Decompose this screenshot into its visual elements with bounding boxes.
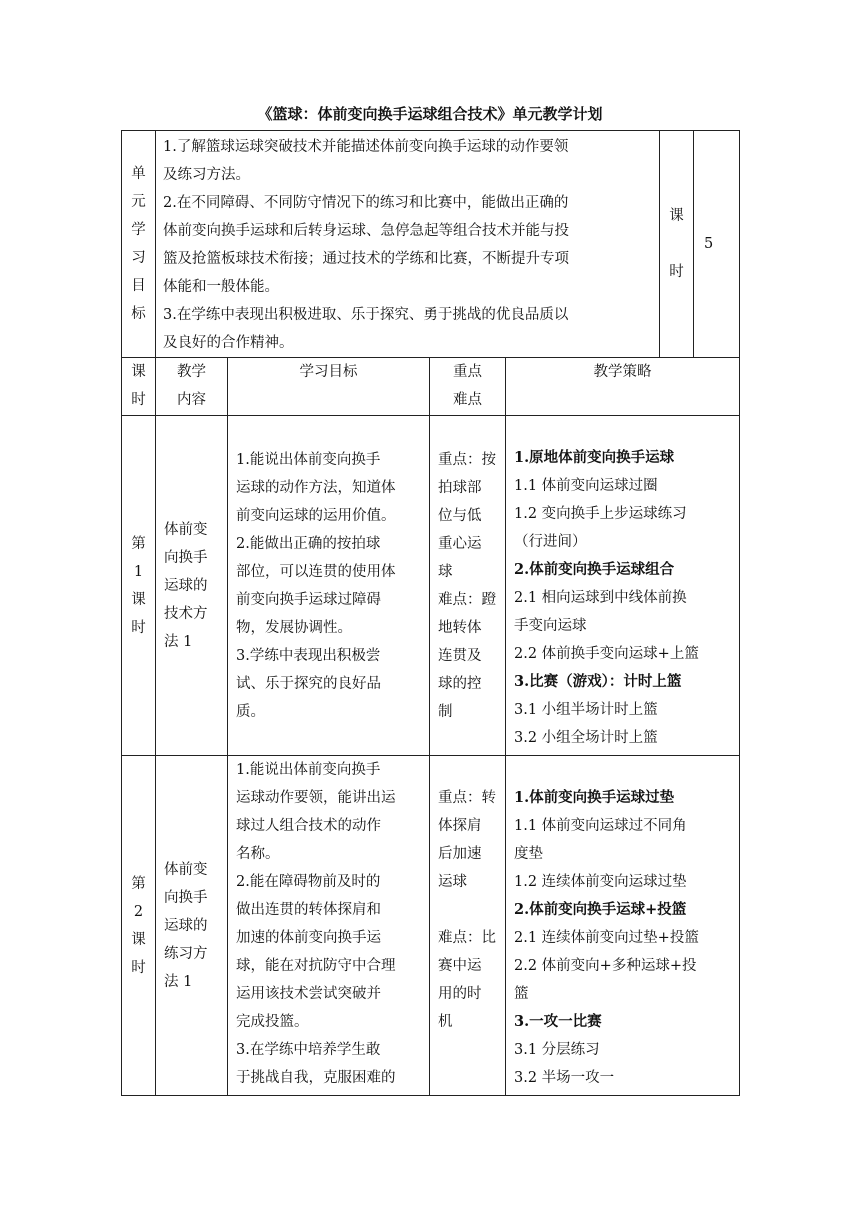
lesson-content: 体前变 向换手 运球的 技术方 法 1 [156, 416, 228, 756]
lesson-content: 体前变 向换手 运球的 练习方 法 1 [156, 756, 228, 1096]
document-title: 《篮球：体前变向换手运球组合技术》单元教学计划 [257, 105, 603, 123]
header-period: 课 时 [122, 358, 156, 416]
unit-goals-row [122, 131, 740, 358]
lesson-objectives: 1.能说出体前变向换手 运球动作要领，能讲出运 球过人组合技术的动作 名称。 2.能在障碍物前及时的 做出连贯的转体探肩和 加速的体前变向换手运 球，能在对抗防守中合理 运用该技术尝试突破并 完成投篮。 3.在学练中培养学生敢 于挑战自我，克服困难的 [228, 756, 430, 1096]
lesson-objectives: 1.能说出体前变向换手 运球的动作方法，知道体 前变向运球的运用价值。 2.能做出正确的按拍球 部位，可以连贯的使用体 前变向换手运球过障碍 物，发展协调性。 3.学练中表现出积极尝 试、乐于探究的良好品 质。 [228, 416, 430, 756]
lesson-row [122, 416, 740, 756]
header-content: 教学 内容 [156, 358, 228, 416]
unit-plan-table [121, 130, 740, 1096]
table-header-row [122, 358, 740, 416]
lesson-period: 第 1 课 时 [122, 416, 156, 756]
unit-hours-label: 课 时 [660, 131, 694, 358]
lesson-period: 第 2 课 时 [122, 756, 156, 1096]
unit-hours-value: 5 [694, 131, 740, 358]
unit-goals-text: 1.了解篮球运球突破技术并能描述体前变向换手运球的动作要领 及练习方法。 2.在不同障碍、不同防守情况下的练习和比赛中，能做出正确的 体前变向换手运球和后转身运球、急停急起等组合技术并能与投 篮及抢篮板球技术衔接；通过技术的学练和比赛，不断提升专项 体能和一般体能。 3.在学练中表现出积极进取、乐于探究、勇于挑战的优良品质以 及良好的合作精神。 [156, 131, 660, 358]
lesson-row [122, 756, 740, 1096]
unit-goals-label: 单 元 学 习 目 标 [122, 131, 156, 358]
lesson-keypoints: 重点：转 体探肩 后加速 运球 难点：比 赛中运 用的时 机 [430, 756, 506, 1096]
lesson-keypoints: 重点：按 拍球部 位与低 重心运 球 难点：蹬 地转体 连贯及 球的控 制 [430, 416, 506, 756]
header-keypoints: 重点 难点 [430, 358, 506, 416]
lesson-strategy: 1.原地体前变向换手运球 1.1 体前变向运球过圈 1.2 变向换手上步运球练习 （行进间） 2.体前变向换手运球组合 2.1 相向运球到中线体前换 手变向运球 2.2 体前换手变向运球+上篮 3.比赛（游戏）：计时上篮 3.1 小组半场计时上篮 3.2 小组全场计时上篮 [506, 416, 740, 756]
lesson-strategy: 1.体前变向换手运球过垫 1.1 体前变向运球过不同角 度垫 1.2 连续体前变向运球过垫 2.体前变向换手运球+投篮 2.1 连续体前变向过垫+投篮 2.2 体前变向+多种运球+投 篮 3.一攻一比赛 3.1 分层练习 3.2 半场一攻一 [506, 756, 740, 1096]
header-objectives: 学习目标 [228, 358, 430, 416]
header-strategy: 教学策略 [506, 358, 740, 416]
